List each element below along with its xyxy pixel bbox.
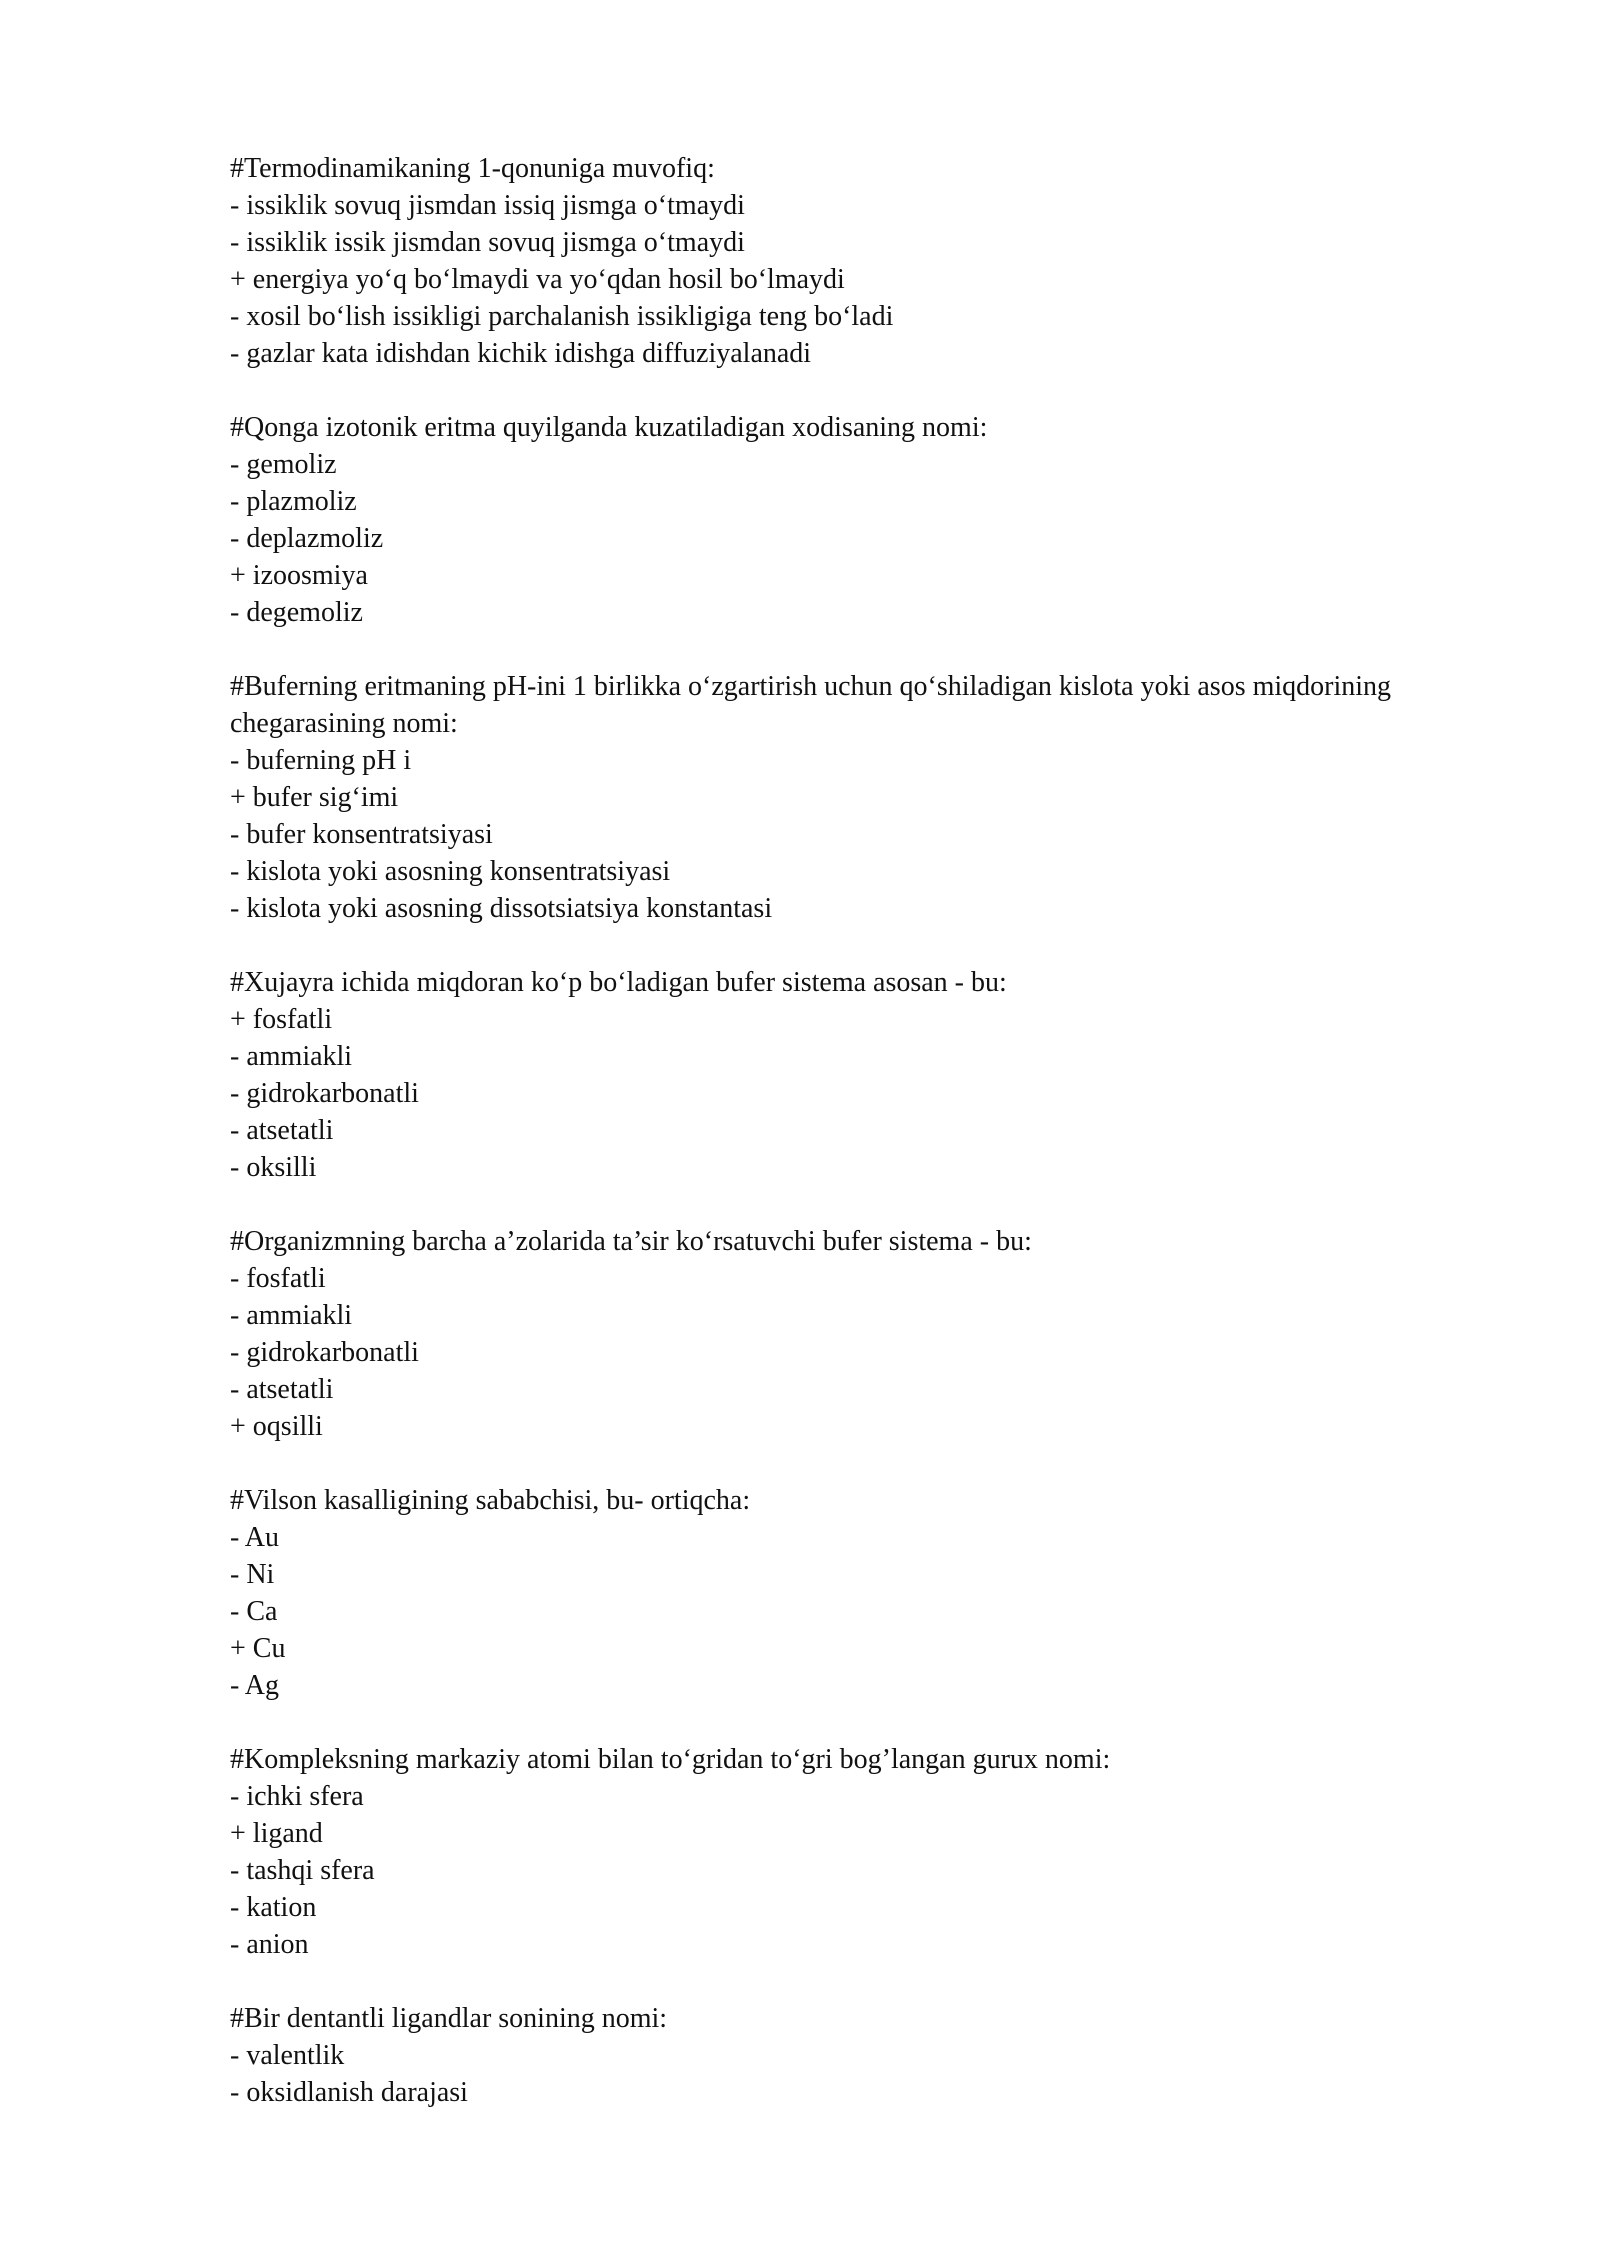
answer-marker: - <box>230 856 240 887</box>
answer-text: issiklik issik jismdan sovuq jismga o‘tmaydi <box>246 227 745 258</box>
question-block <box>230 1741 1480 1963</box>
answer-text: xosil bo‘lish issikligi parchalanish issikligiga teng bo‘ladi <box>246 301 894 332</box>
answer-option <box>230 1889 1480 1926</box>
answer-text: gazlar kata idishdan kichik idishga diffuziyalanadi <box>246 338 812 369</box>
answer-option <box>230 1630 1480 1667</box>
answer-marker: - <box>230 597 240 628</box>
answer-marker: - <box>230 338 240 369</box>
answer-text: fosfatli <box>246 1263 326 1294</box>
answer-option <box>230 446 1480 483</box>
answer-option <box>230 187 1480 224</box>
answer-text: kation <box>246 1892 317 1923</box>
answer-option <box>230 816 1480 853</box>
answer-marker: - <box>230 1152 240 1183</box>
answer-marker: - <box>230 1929 240 1960</box>
answer-option <box>230 890 1480 927</box>
answer-marker: - <box>230 1078 240 1109</box>
answer-option <box>230 1334 1480 1371</box>
question-text: #Vilson kasalligining sababchisi, bu- ortiqcha: <box>230 1485 751 1516</box>
answer-text: oqsilli <box>252 1411 323 1442</box>
answer-marker: - <box>230 1855 240 1886</box>
answer-text: gidrokarbonatli <box>246 1078 419 1109</box>
answer-marker: - <box>230 523 240 554</box>
answer-text: atsetatli <box>246 1115 334 1146</box>
answer-list <box>230 446 1480 631</box>
answer-option <box>230 1815 1480 1852</box>
answer-text: ligand <box>252 1818 323 1849</box>
question-block <box>230 964 1480 1186</box>
question-text: #Bir dentantli ligandlar sonining nomi: <box>230 2003 668 2034</box>
answer-marker: + <box>230 782 246 813</box>
answer-text: buferning pH i <box>246 745 412 776</box>
answer-marker: - <box>230 1781 240 1812</box>
answer-option <box>230 594 1480 631</box>
answer-text: bufer sig‘imi <box>252 782 399 813</box>
answer-marker: - <box>230 893 240 924</box>
answer-text: energiya yo‘q bo‘lmaydi va yo‘qdan hosil bo‘lmaydi <box>252 264 845 295</box>
answer-option <box>230 1260 1480 1297</box>
answer-option <box>230 2074 1480 2111</box>
answer-option <box>230 1149 1480 1186</box>
answer-marker: - <box>230 1041 240 1072</box>
question-block <box>230 1482 1480 1704</box>
answer-text: kislota yoki asosning dissotsiatsiya konstantasi <box>246 893 773 924</box>
answer-text: fosfatli <box>252 1004 333 1035</box>
question-text: #Buferning eritmaning pH-ini 1 birlikka o‘zgartirish uchun qo‘shiladigan kislota yoki asos miqdorining chegarasining nomi: <box>230 671 1392 739</box>
answer-text: deplazmoliz <box>246 523 384 554</box>
answer-marker: - <box>230 227 240 258</box>
answer-marker: - <box>230 1596 240 1627</box>
answer-text: ammiakli <box>246 1041 353 1072</box>
answer-option <box>230 2037 1480 2074</box>
answer-marker: + <box>230 1633 246 1664</box>
question-text: #Xujayra ichida miqdoran ko‘p bo‘ladigan bufer sistema asosan - bu: <box>230 967 1007 998</box>
answer-option <box>230 1778 1480 1815</box>
answer-marker: - <box>230 1559 240 1590</box>
answer-option <box>230 1112 1480 1149</box>
answer-option <box>230 224 1480 261</box>
answer-text: anion <box>246 1929 309 1960</box>
answer-marker: - <box>230 1892 240 1923</box>
answer-option <box>230 1297 1480 1334</box>
answer-list <box>230 1778 1480 1963</box>
answer-marker: - <box>230 819 240 850</box>
answer-marker: + <box>230 1004 246 1035</box>
answer-text: oksilli <box>246 1152 317 1183</box>
answer-option <box>230 853 1480 890</box>
answer-list <box>230 742 1480 927</box>
answer-text: valentlik <box>246 2040 345 2071</box>
answer-list <box>230 187 1480 372</box>
answer-marker: + <box>230 1818 246 1849</box>
answer-text: atsetatli <box>246 1374 334 1405</box>
question-block <box>230 668 1480 927</box>
answer-option <box>230 335 1480 372</box>
answer-option <box>230 1667 1480 1704</box>
answer-marker: - <box>230 190 240 221</box>
answer-text: plazmoliz <box>246 486 357 517</box>
answer-option <box>230 483 1480 520</box>
answer-option <box>230 1519 1480 1556</box>
answer-marker: + <box>230 1411 246 1442</box>
question-block <box>230 1223 1480 1445</box>
answer-list <box>230 1260 1480 1445</box>
answer-option <box>230 1852 1480 1889</box>
question-block <box>230 150 1480 372</box>
answer-marker: - <box>230 2040 240 2071</box>
answer-text: bufer konsentratsiyasi <box>246 819 493 850</box>
answer-text: Ni <box>246 1559 275 1590</box>
answer-option <box>230 1371 1480 1408</box>
answer-text: kislota yoki asosning konsentratsiyasi <box>246 856 671 887</box>
answer-text: tashqi sfera <box>246 1855 375 1886</box>
answer-option <box>230 261 1480 298</box>
answer-marker: - <box>230 745 240 776</box>
question-text: #Qonga izotonik eritma quyilganda kuzatiladigan xodisaning nomi: <box>230 412 988 443</box>
question-block <box>230 409 1480 631</box>
question-block <box>230 2000 1480 2111</box>
answer-option <box>230 1001 1480 1038</box>
answer-option <box>230 1408 1480 1445</box>
question-text: #Organizmning barcha a’zolarida ta’sir ko‘rsatuvchi bufer sistema - bu: <box>230 1226 1032 1257</box>
answer-marker: - <box>230 1115 240 1146</box>
answer-text: izoosmiya <box>252 560 368 591</box>
answer-text: degemoliz <box>246 597 363 628</box>
answer-text: ichki sfera <box>246 1781 364 1812</box>
answer-marker: - <box>230 1337 240 1368</box>
answer-text: Ag <box>244 1670 280 1701</box>
answer-list <box>230 1519 1480 1704</box>
document-body <box>230 150 1480 2148</box>
answer-text: Cu <box>252 1633 286 1664</box>
answer-option <box>230 1926 1480 1963</box>
answer-option <box>230 1075 1480 1112</box>
answer-option <box>230 1556 1480 1593</box>
answer-option <box>230 557 1480 594</box>
question-text: #Termodinamikaning 1-qonuniga muvofiq: <box>230 153 715 184</box>
answer-marker: - <box>230 449 240 480</box>
question-text: #Kompleksning markaziy atomi bilan to‘gridan to‘gri bog’langan gurux nomi: <box>230 1744 1111 1775</box>
answer-option <box>230 298 1480 335</box>
answer-marker: + <box>230 560 246 591</box>
answer-text: Ca <box>246 1596 278 1627</box>
answer-marker: - <box>230 2077 240 2108</box>
answer-text: gidrokarbonatli <box>246 1337 419 1368</box>
answer-marker: - <box>230 1670 240 1701</box>
answer-text: ammiakli <box>246 1300 353 1331</box>
answer-marker: - <box>230 486 240 517</box>
answer-text: gemoliz <box>246 449 337 480</box>
answer-option <box>230 1038 1480 1075</box>
answer-marker: - <box>230 1300 240 1331</box>
answer-option <box>230 1593 1480 1630</box>
answer-text: Au <box>244 1522 280 1553</box>
answer-option <box>230 779 1480 816</box>
answer-marker: - <box>230 1522 240 1553</box>
answer-marker: - <box>230 301 240 332</box>
answer-marker: - <box>230 1374 240 1405</box>
answer-text: oksidlanish darajasi <box>246 2077 468 2108</box>
answer-list <box>230 2037 1480 2111</box>
answer-marker: - <box>230 1263 240 1294</box>
answer-option <box>230 742 1480 779</box>
answer-list <box>230 1001 1480 1186</box>
answer-marker: + <box>230 264 246 295</box>
answer-text: issiklik sovuq jismdan issiq jismga o‘tmaydi <box>246 190 745 221</box>
answer-option <box>230 520 1480 557</box>
